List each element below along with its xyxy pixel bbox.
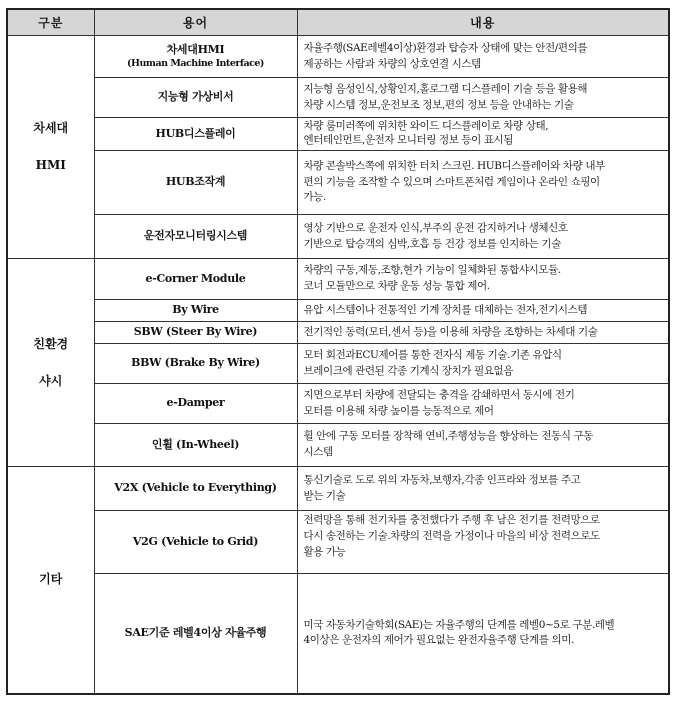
table-row bbox=[7, 151, 669, 215]
content-line: 받는 기술 bbox=[303, 489, 346, 502]
term-cell bbox=[94, 574, 297, 694]
term-cell bbox=[94, 344, 297, 384]
content-cell bbox=[297, 36, 669, 78]
term-label: V2X (Vehicle to Everything) bbox=[114, 481, 277, 495]
table-row bbox=[7, 36, 669, 78]
glossary-table bbox=[6, 8, 670, 695]
content-line: 모터를 이용해 차량 높이를 능동적으로 제어 bbox=[303, 404, 494, 417]
header-category: 구분 bbox=[7, 9, 94, 36]
table-row bbox=[7, 574, 669, 694]
content-cell bbox=[297, 78, 669, 118]
table-row bbox=[7, 467, 669, 511]
term-cell bbox=[94, 151, 297, 215]
term-label: V2G (Vehicle to Grid) bbox=[132, 534, 259, 548]
content-cell bbox=[297, 300, 669, 322]
term-label: HUB디스플레이 bbox=[155, 126, 236, 140]
term-label: 차세대HMI bbox=[166, 42, 225, 56]
table-row bbox=[7, 215, 669, 259]
term-cell bbox=[94, 259, 297, 300]
content-line: 전력망을 통해 전기차를 충전했다가 주행 후 남은 전기를 전력망으로 bbox=[303, 514, 600, 526]
content-line: 유압 시스템이나 전통적인 기계 장치를 대체하는 전자,전기시스템 bbox=[303, 303, 588, 316]
table-row bbox=[7, 511, 669, 574]
header-term: 용어 bbox=[94, 9, 297, 36]
category-cell bbox=[7, 259, 94, 467]
content-cell bbox=[297, 467, 669, 511]
table-row bbox=[7, 424, 669, 467]
content-line: 활용 가능 bbox=[303, 545, 346, 558]
term-cell bbox=[94, 78, 297, 118]
category-line: HMI bbox=[35, 158, 66, 173]
content-line: 통신기술로 도로 위의 자동차,보행자,각종 인프라와 정보를 주고 bbox=[303, 473, 581, 486]
content-line: 가능. bbox=[303, 191, 326, 204]
term-label: 인휠 (In-Wheel) bbox=[151, 437, 240, 451]
table-row bbox=[7, 300, 669, 322]
term-label: By Wire bbox=[172, 303, 219, 317]
content-line: 코너 모듈만으로 차량 운동 성능 통합 제어. bbox=[303, 280, 490, 292]
table-row bbox=[7, 322, 669, 344]
term-label: SBW (Steer By Wire) bbox=[133, 325, 258, 339]
content-line: 전기적인 동력(모터,센서 등)을 이용해 차량을 조향하는 차세대 기술 bbox=[303, 325, 598, 338]
content-line: 미국 자동차기술학회(SAE)는 자율주행의 단계를 레벨0~5로 구분.레벨 bbox=[303, 618, 615, 631]
content-cell bbox=[297, 215, 669, 259]
content-line: 모터 회전과ECU제어를 통한 전자식 제동 기술.기존 유압식 bbox=[303, 348, 562, 361]
term-cell bbox=[94, 322, 297, 344]
content-cell bbox=[297, 574, 669, 694]
content-line: 기반으로 탑승객의 심박,호흡 등 건강 정보를 인지하는 기술 bbox=[303, 237, 561, 250]
table-row bbox=[7, 259, 669, 300]
content-line: 차량 시스템 정보,운전보조 정보,편의 정보 등을 안내하는 기술 bbox=[303, 98, 574, 111]
content-line: 차량 콘솔박스쪽에 위치한 터치 스크린. HUB디스플레이와 차량 내부 bbox=[303, 159, 605, 172]
term-sublabel: (Human Machine Interface) bbox=[127, 57, 264, 69]
category-cell bbox=[7, 36, 94, 259]
category-line: 기타 bbox=[39, 572, 63, 587]
term-label: SAE기준 레벨4이상 자율주행 bbox=[124, 625, 267, 639]
content-line: 엔터테인먼트,운전자 모니터링 정보 등이 표시됨 bbox=[303, 134, 514, 146]
content-cell bbox=[297, 259, 669, 300]
term-label: BBW (Brake By Wire) bbox=[131, 356, 260, 370]
table-row bbox=[7, 384, 669, 424]
category-line: 친환경 bbox=[33, 336, 69, 351]
content-line: 영상 기반으로 운전자 인식,부주의 운전 감지하거나 생체신호 bbox=[303, 221, 568, 234]
content-line: 휠 안에 구동 모터를 장착해 연비,주행성능을 향상하는 전동식 구동 bbox=[303, 430, 593, 443]
content-cell bbox=[297, 118, 669, 151]
content-cell bbox=[297, 151, 669, 215]
header-content: 내용 bbox=[297, 9, 669, 36]
content-line: 차량 룸미러쪽에 위치한 와이드 디스플레이로 차량 상태, bbox=[303, 120, 549, 133]
table-row bbox=[7, 118, 669, 151]
content-cell bbox=[297, 344, 669, 384]
term-cell bbox=[94, 511, 297, 574]
content-line: 제공하는 사람과 차량의 상호연결 시스템 bbox=[303, 57, 481, 70]
category-line: 차세대 bbox=[33, 121, 69, 136]
content-cell bbox=[297, 424, 669, 467]
content-line: 4이상은 운전자의 제어가 필요없는 완전자율주행 단계를 의미. bbox=[303, 634, 574, 647]
content-line: 지면으로부터 차량에 전달되는 충격을 감쇄하면서 동시에 전기 bbox=[303, 388, 575, 401]
term-cell bbox=[94, 36, 297, 78]
table-row bbox=[7, 78, 669, 118]
term-label: 지능형 가상비서 bbox=[157, 90, 234, 104]
category-line: 샤시 bbox=[39, 373, 63, 388]
content-line: 자율주행(SAE레벨4이상)환경과 탑승자 상태에 맞는 안전/편의를 bbox=[303, 41, 588, 54]
term-label: 운전자모니터링시스템 bbox=[143, 229, 248, 243]
term-cell bbox=[94, 467, 297, 511]
content-line: 시스템 bbox=[303, 446, 333, 458]
content-cell bbox=[297, 511, 669, 574]
glossary-table-container bbox=[6, 8, 668, 695]
term-cell bbox=[94, 424, 297, 467]
table-row bbox=[7, 344, 669, 384]
content-cell bbox=[297, 322, 669, 344]
content-line: 지능형 음성인식,상황인지,홀로그램 디스플레이 기술 등을 활용해 bbox=[303, 82, 588, 95]
term-label: e-Corner Module bbox=[145, 271, 246, 285]
term-cell bbox=[94, 215, 297, 259]
content-line: 다시 송전하는 기술.차량의 전력을 가정이나 마을의 비상 전력으로도 bbox=[303, 529, 600, 542]
content-line: 편의 기능을 조작할 수 있으며 스마트폰처럼 게임이나 온라인 쇼핑이 bbox=[303, 175, 600, 188]
content-line: 차량의 구동,제동,조향,현가 기능이 일체화된 통합샤시모듈. bbox=[303, 264, 561, 277]
term-cell bbox=[94, 300, 297, 322]
term-cell bbox=[94, 384, 297, 424]
term-label: HUB조작계 bbox=[165, 175, 226, 189]
category-cell bbox=[7, 467, 94, 694]
term-cell bbox=[94, 118, 297, 151]
header-row bbox=[7, 9, 669, 36]
term-label: e-Damper bbox=[166, 396, 225, 410]
content-line: 브레이크에 관련된 각종 기계식 장치가 필요없음 bbox=[303, 364, 514, 377]
content-cell bbox=[297, 384, 669, 424]
